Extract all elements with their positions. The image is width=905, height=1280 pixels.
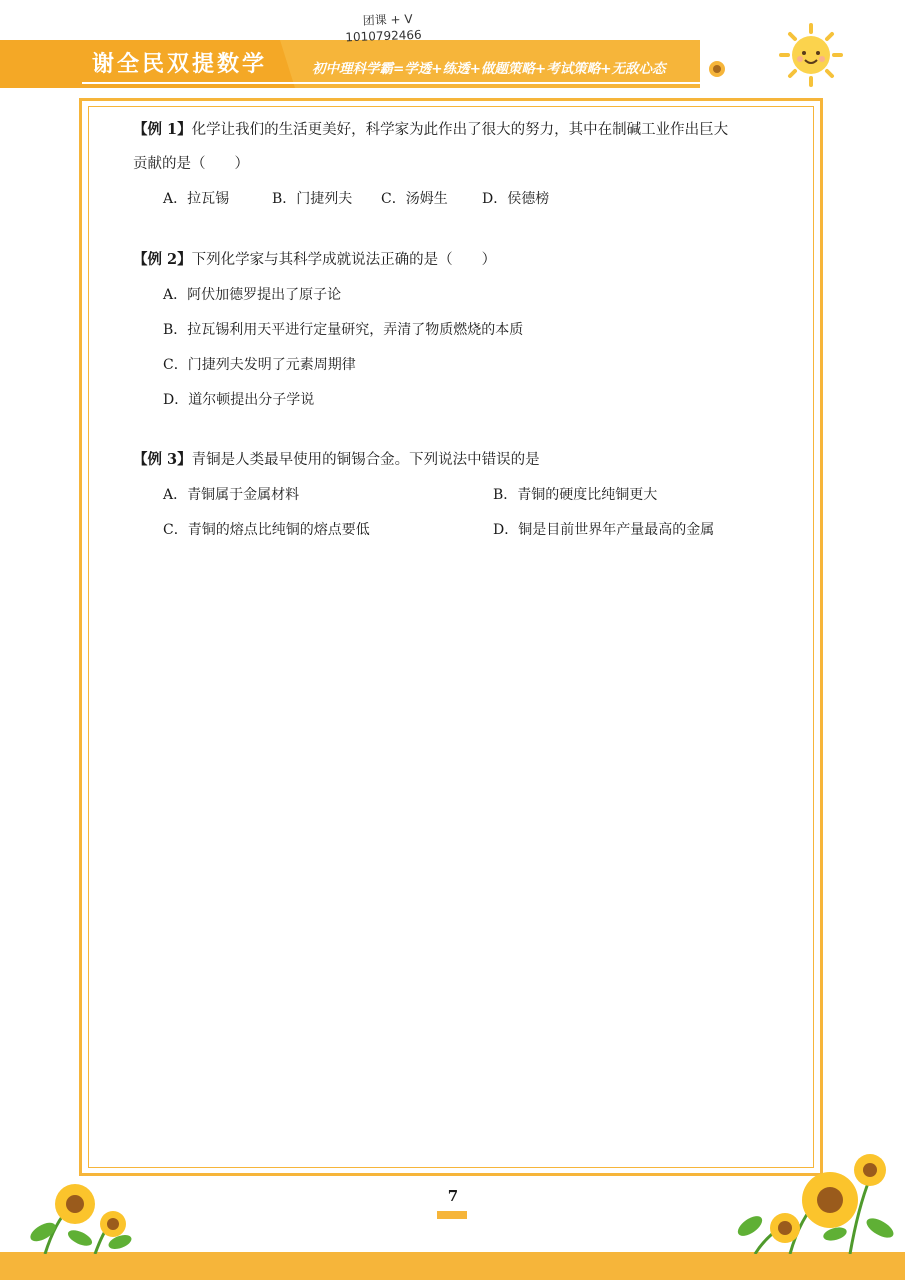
bottom-band xyxy=(0,1252,905,1280)
question-1-option-b: B．门捷列夫 xyxy=(272,191,353,207)
question-2-tag: 【例 2】 xyxy=(133,251,192,268)
question-2-option-a: A．阿伏加德罗提出了原子论 xyxy=(163,287,342,303)
question-2-stem-line-1: 下列化学家与其科学成就说法正确的是（ ） xyxy=(191,252,497,268)
question-2-option-c: C．门捷列夫发明了元素周期律 xyxy=(163,357,356,373)
handwritten-note xyxy=(344,11,421,46)
question-3-option-d: D．铜是目前世界年产量最高的金属 xyxy=(493,522,715,538)
question-1-stem-line-2: 贡献的是（ ） xyxy=(133,156,249,172)
page-number-bar xyxy=(437,1211,467,1219)
sunflower-right-icon xyxy=(730,1148,900,1254)
question-2 xyxy=(133,250,496,270)
question-2-option-b: B．拉瓦锡利用天平进行定量研究，弄清了物质燃烧的本质 xyxy=(163,322,524,338)
question-1-stem-line-1: 化学让我们的生活更美好，科学家为此作出了很大的努力，其中在制碱工业作出巨大 xyxy=(191,122,729,138)
sun-icon xyxy=(778,22,844,88)
question-3-option-a: A．青铜属于金属材料 xyxy=(163,487,300,503)
question-1-tag: 【例 1】 xyxy=(133,121,192,138)
question-3-option-b: B．青铜的硬度比纯铜更大 xyxy=(493,487,658,503)
header-underline xyxy=(82,82,702,84)
question-1-option-d: D．侯德榜 xyxy=(482,191,550,207)
page-number: 7 xyxy=(447,1187,459,1205)
header-title: 谢全民双提数学 xyxy=(92,52,268,77)
question-2-option-d: D．道尔顿提出分子学说 xyxy=(163,392,315,408)
handwritten-line-1: 团课 + V xyxy=(362,11,413,28)
question-3-tag: 【例 3】 xyxy=(133,451,192,468)
question-1 xyxy=(133,120,728,140)
small-flower-icon xyxy=(708,60,726,78)
question-1-option-c: C．汤姆生 xyxy=(381,191,448,207)
question-3-option-c: C．青铜的熔点比纯铜的熔点要低 xyxy=(163,522,370,538)
question-1-option-a: A．拉瓦锡 xyxy=(163,191,230,207)
handwritten-line-2: 1010792466 xyxy=(345,27,422,45)
sunflower-left-icon xyxy=(25,1172,140,1254)
question-3 xyxy=(133,450,540,470)
question-3-stem-line-1: 青铜是人类最早使用的铜锡合金。下列说法中错误的是 xyxy=(191,452,540,468)
header-slogan: 初中理科学霸=学透+练透+做题策略+考试策略+无敌心态 xyxy=(312,61,666,77)
